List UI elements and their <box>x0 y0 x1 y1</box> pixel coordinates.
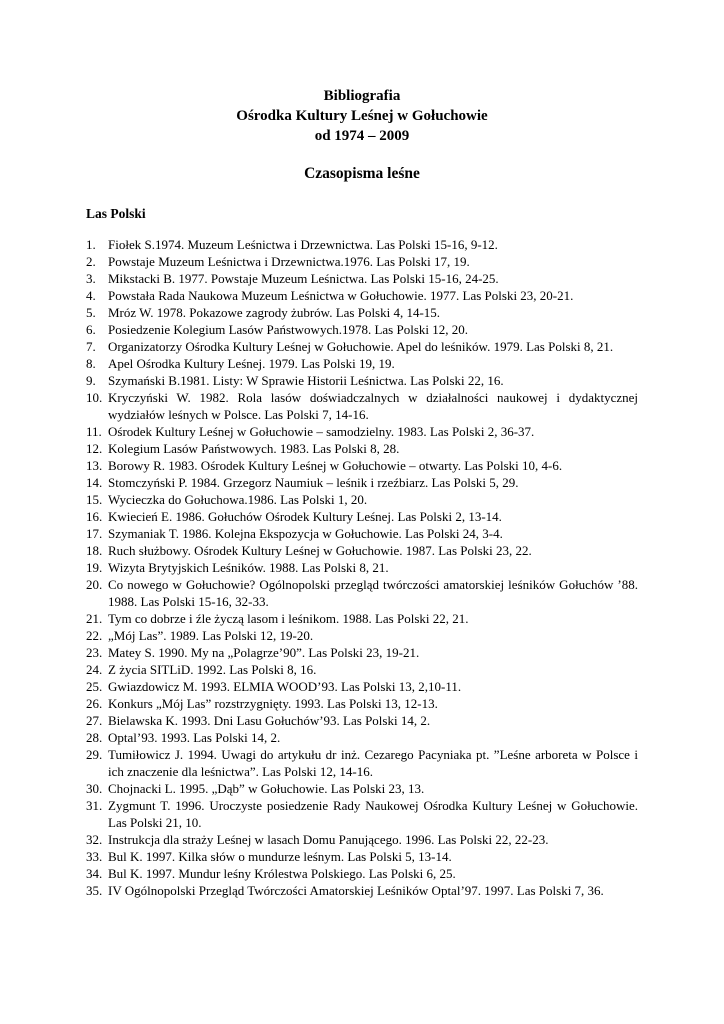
entry-text: „Mój Las”. 1989. Las Polski 12, 19-20. <box>108 628 314 643</box>
bibliography-entry <box>86 474 638 491</box>
entry-number: 20. <box>86 577 103 592</box>
entry-text: Bul K. 1997. Mundur leśny Królestwa Polskiego. Las Polski 6, 25. <box>108 866 456 881</box>
entry-number: 23. <box>86 645 103 660</box>
entry-text: Szymaniak T. 1986. Kolejna Ekspozycja w Gołuchowie. Las Polski 24, 3-4. <box>108 526 503 541</box>
entry-text: IV Ogólnopolski Przegląd Twórczości Amatorskiej Leśników Optal’97. 1997. Las Polski 7, 36. <box>108 883 604 898</box>
entry-text: Wizyta Brytyjskich Leśników. 1988. Las Polski 8, 21. <box>108 560 389 575</box>
entry-text: Optal’93. 1993. Las Polski 14, 2. <box>108 730 281 745</box>
entry-text: Zygmunt T. 1996. Uroczyste posiedzenie Rady Naukowej Ośrodka Kultury Leśnej w Gołuchowie. Las Polski 21, 10. <box>108 798 638 830</box>
bibliography-entry <box>86 831 638 848</box>
entry-text: Organizatorzy Ośrodka Kultury Leśnej w Gołuchowie. Apel do leśników. 1979. Las Polski 8, 21. <box>108 339 614 354</box>
bibliography-entry <box>86 270 638 287</box>
entry-text: Ruch służbowy. Ośrodek Kultury Leśnej w Gołuchowie. 1987. Las Polski 23, 22. <box>108 543 532 558</box>
entry-text: Z życia SITLiD. 1992. Las Polski 8, 16. <box>108 662 317 677</box>
bibliography-entry <box>86 780 638 797</box>
title-line: od 1974 – 2009 <box>314 128 410 144</box>
entry-text: Instrukcja dla straży Leśnej w lasach Domu Panującego. 1996. Las Polski 22, 22-23. <box>108 832 549 847</box>
entry-text: Matey S. 1990. My na „Polagrze’90”. Las Polski 23, 19-21. <box>108 645 420 660</box>
entry-number: 12. <box>86 441 103 456</box>
entry-number: 29. <box>86 747 103 762</box>
entry-text: Kwiecień E. 1986. Gołuchów Ośrodek Kultury Leśnej. Las Polski 2, 13-14. <box>108 509 502 524</box>
entry-text: Powstała Rada Naukowa Muzeum Leśnictwa w Gołuchowie. 1977. Las Polski 23, 20-21. <box>108 288 574 303</box>
bibliography-entry <box>86 797 638 831</box>
entry-number: 34. <box>86 866 103 881</box>
bibliography-entry <box>86 355 638 372</box>
entry-number: 4. <box>86 288 96 303</box>
entry-number: 21. <box>86 611 103 626</box>
bibliography-entry <box>86 457 638 474</box>
entry-number: 5. <box>86 305 96 320</box>
entry-text: Mikstacki B. 1977. Powstaje Muzeum Leśnictwa. Las Polski 15-16, 24-25. <box>108 271 499 286</box>
bibliography-entry <box>86 746 638 780</box>
entry-text: Posiedzenie Kolegium Lasów Państwowych.1978. Las Polski 12, 20. <box>108 322 468 337</box>
bibliography-entry <box>86 423 638 440</box>
title-line: Ośrodka Kultury Leśnej w Gołuchowie <box>236 108 488 124</box>
bibliography-entry <box>86 508 638 525</box>
entry-text: Konkurs „Mój Las” rozstrzygnięty. 1993. Las Polski 13, 12-13. <box>108 696 438 711</box>
bibliography-entry <box>86 491 638 508</box>
entry-number: 8. <box>86 356 96 371</box>
entry-text: Bul K. 1997. Kilka słów o mundurze leśnym. Las Polski 5, 13-14. <box>108 849 452 864</box>
entry-number: 7. <box>86 339 96 354</box>
entry-number: 14. <box>86 475 103 490</box>
bibliography-entry <box>86 338 638 355</box>
entry-number: 32. <box>86 832 103 847</box>
bibliography-entry <box>86 729 638 746</box>
entry-number: 9. <box>86 373 96 388</box>
entry-text: Chojnacki L. 1995. „Dąb” w Gołuchowie. Las Polski 23, 13. <box>108 781 425 796</box>
bibliography-entry <box>86 253 638 270</box>
entry-number: 1. <box>86 237 96 252</box>
bibliography-entry <box>86 882 638 899</box>
bibliography-entry <box>86 678 638 695</box>
entry-number: 2. <box>86 254 96 269</box>
bibliography-entry <box>86 389 638 423</box>
bibliography-entry <box>86 287 638 304</box>
bibliography-entry <box>86 542 638 559</box>
bibliography-entry <box>86 440 638 457</box>
entry-number: 6. <box>86 322 96 337</box>
bibliography-entry <box>86 661 638 678</box>
bibliography-list <box>86 236 638 899</box>
entry-number: 13. <box>86 458 103 473</box>
title-line: Bibliografia <box>323 88 401 104</box>
bibliography-entry <box>86 321 638 338</box>
entry-text: Kryczyński W. 1982. Rola lasów doświadczalnych w działalności naukowej i dydaktycznej wydziałów leśnych w Polsce. Las Polski 7, 14-16. <box>108 390 638 422</box>
entry-number: 19. <box>86 560 103 575</box>
entry-number: 35. <box>86 883 103 898</box>
bibliography-entry <box>86 627 638 644</box>
entry-number: 24. <box>86 662 103 677</box>
entry-number: 15. <box>86 492 103 507</box>
document-title <box>0 86 724 146</box>
entry-number: 27. <box>86 713 103 728</box>
bibliography-entry <box>86 372 638 389</box>
entry-number: 10. <box>86 390 103 405</box>
entry-text: Apel Ośrodka Kultury Leśnej. 1979. Las Polski 19, 19. <box>108 356 395 371</box>
entry-number: 28. <box>86 730 103 745</box>
entry-text: Stomczyński P. 1984. Grzegorz Naumiuk – leśnik i rzeźbiarz. Las Polski 5, 29. <box>108 475 519 490</box>
entry-text: Tym co dobrze i źle życzą lasom i leśnikom. 1988. Las Polski 22, 21. <box>108 611 469 626</box>
entry-number: 26. <box>86 696 103 711</box>
entry-text: Gwiazdowicz M. 1993. ELMIA WOOD’93. Las Polski 13, 2,10-11. <box>108 679 462 694</box>
bibliography-entry <box>86 644 638 661</box>
bibliography-entry <box>86 236 638 253</box>
bibliography-entry <box>86 304 638 321</box>
bibliography-entry <box>86 576 638 610</box>
entry-number: 33. <box>86 849 103 864</box>
entry-number: 30. <box>86 781 103 796</box>
entry-text: Wycieczka do Gołuchowa.1986. Las Polski 1, 20. <box>108 492 368 507</box>
entry-text: Powstaje Muzeum Leśnictwa i Drzewnictwa.1976. Las Polski 17, 19. <box>108 254 470 269</box>
entry-text: Fiołek S.1974. Muzeum Leśnictwa i Drzewnictwa. Las Polski 15-16, 9-12. <box>108 237 498 252</box>
entry-text: Co nowego w Gołuchowie? Ogólnopolski przegląd twórczości amatorskiej leśników Gołuchów ’88. 1988. Las Polski 15-16, 32-33. <box>108 577 638 609</box>
bibliography-entry <box>86 525 638 542</box>
subsection-title: Las Polski <box>86 206 146 221</box>
section-title: Czasopisma leśne <box>304 165 420 182</box>
entry-text: Kolegium Lasów Państwowych. 1983. Las Polski 8, 28. <box>108 441 400 456</box>
entry-text: Tumiłowicz J. 1994. Uwagi do artykułu dr inż. Cezarego Pacyniaka pt. ”Leśne arboreta w Polsce i ich znaczenie dla leśnictwa”. Las Polski 12, 14-16. <box>108 747 638 779</box>
entry-number: 31. <box>86 798 103 813</box>
entry-number: 18. <box>86 543 103 558</box>
entry-number: 25. <box>86 679 103 694</box>
bibliography-entry <box>86 848 638 865</box>
entry-text: Szymański B.1981. Listy: W Sprawie Historii Leśnictwa. Las Polski 22, 16. <box>108 373 504 388</box>
entry-text: Borowy R. 1983. Ośrodek Kultury Leśnej w Gołuchowie – otwarty. Las Polski 10, 4-6. <box>108 458 563 473</box>
bibliography-entry <box>86 712 638 729</box>
entry-number: 3. <box>86 271 96 286</box>
bibliography-entry <box>86 695 638 712</box>
bibliography-entry <box>86 865 638 882</box>
entry-text: Bielawska K. 1993. Dni Lasu Gołuchów’93. Las Polski 14, 2. <box>108 713 431 728</box>
entry-number: 11. <box>86 424 102 439</box>
entry-number: 16. <box>86 509 103 524</box>
entry-number: 22. <box>86 628 103 643</box>
entry-text: Mróz W. 1978. Pokazowe zagrody żubrów. Las Polski 4, 14-15. <box>108 305 441 320</box>
bibliography-entry <box>86 559 638 576</box>
bibliography-entry <box>86 610 638 627</box>
entry-number: 17. <box>86 526 103 541</box>
entry-text: Ośrodek Kultury Leśnej w Gołuchowie – samodzielny. 1983. Las Polski 2, 36-37. <box>108 424 535 439</box>
